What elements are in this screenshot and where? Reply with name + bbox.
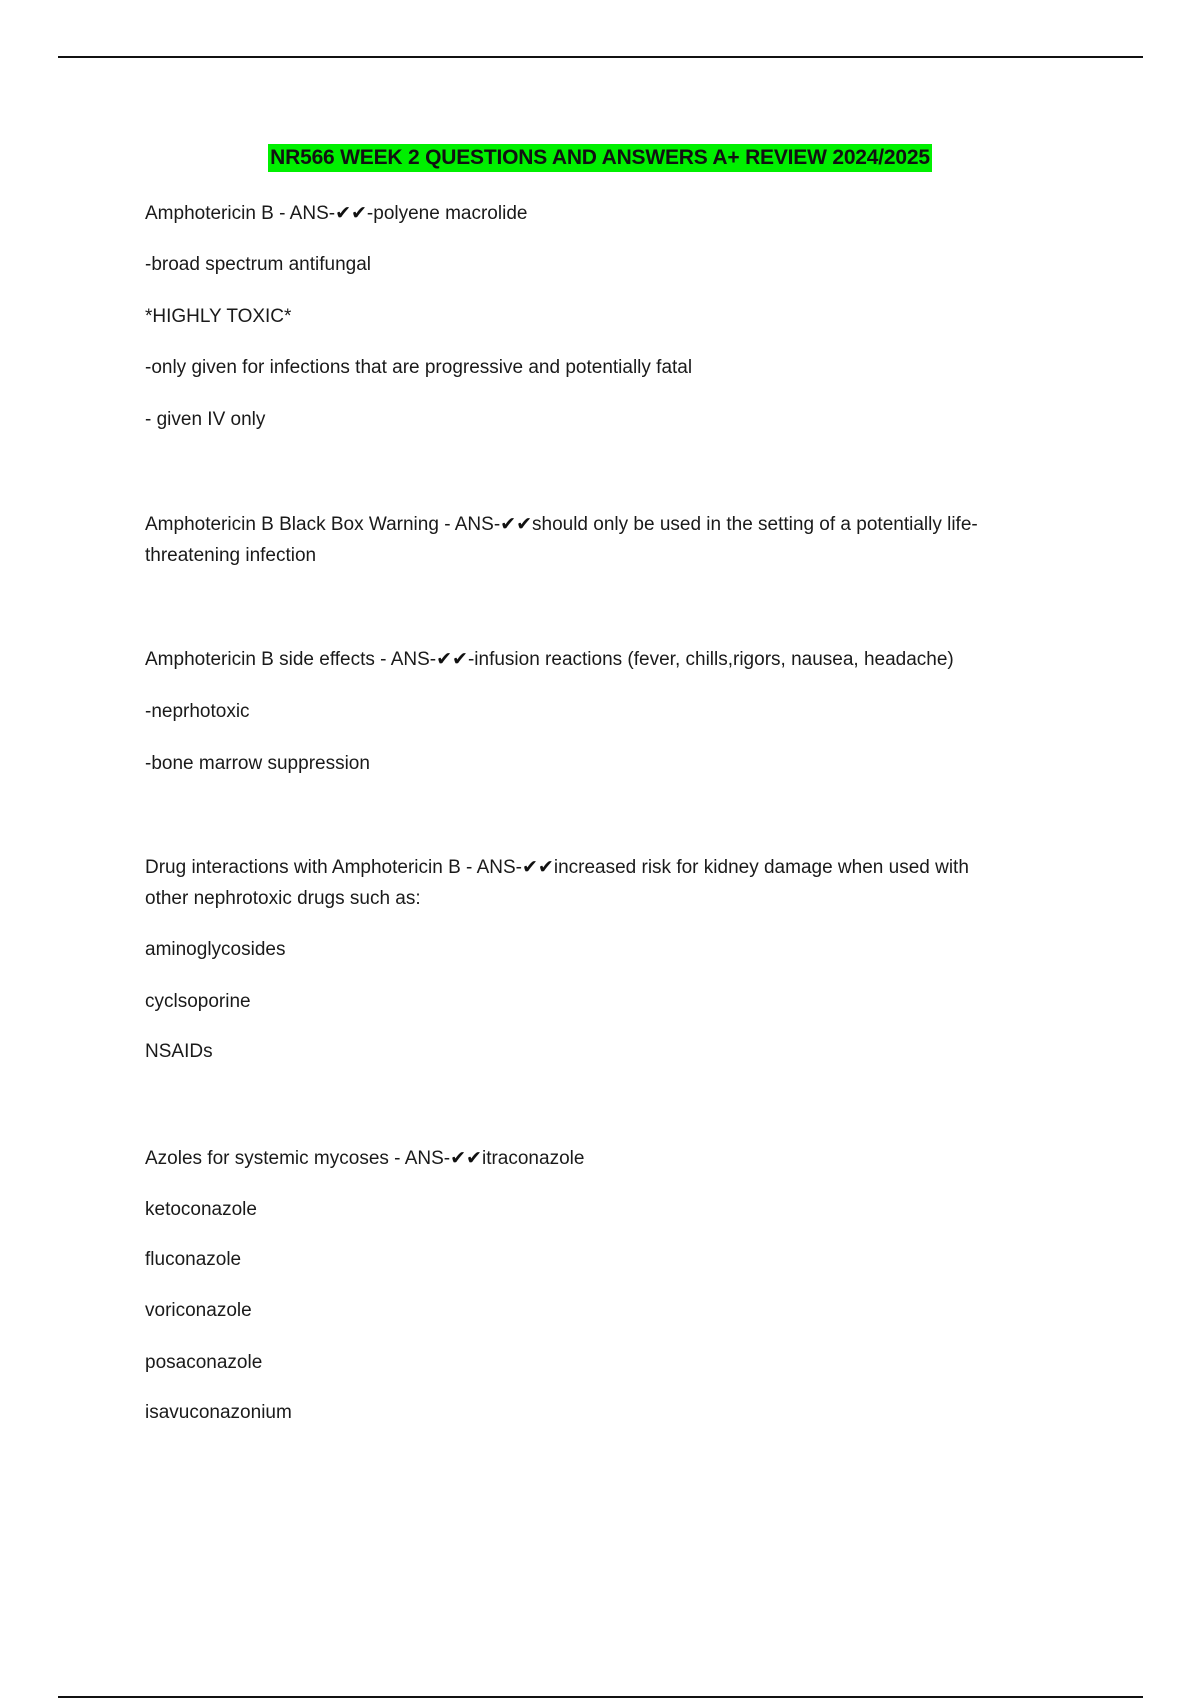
entry-line: *HIGHLY TOXIC*: [145, 306, 292, 327]
checkmark-icon: ✔✔: [500, 513, 532, 535]
entry-line: -bone marrow suppression: [145, 753, 370, 774]
entry-line: cyclsoporine: [145, 991, 251, 1012]
entry-term: Amphotericin B Black Box Warning - ANS-: [145, 514, 501, 535]
entry-line: -broad spectrum antifungal: [145, 254, 372, 275]
entry-amphotericin-b: [145, 201, 527, 226]
entry-side-effects: [145, 647, 954, 672]
entry-term: Amphotericin B side effects - ANS-: [145, 649, 437, 670]
title-container: [0, 144, 1200, 172]
checkmark-icon: ✔✔: [335, 202, 367, 224]
entry-term: Amphotericin B - ANS-: [145, 203, 336, 224]
checkmark-icon: ✔✔: [436, 648, 468, 670]
entry-line: aminoglycosides: [145, 939, 286, 960]
entry-black-box-warning: [145, 512, 978, 537]
entry-line: -only given for infections that are progressive and potentially fatal: [145, 357, 693, 378]
entry-term: Drug interactions with Amphotericin B - ANS-: [145, 857, 522, 878]
checkmark-icon: ✔✔: [450, 1147, 482, 1169]
entry-term: Azoles for systemic mycoses - ANS-: [145, 1148, 451, 1169]
entry-line: isavuconazonium: [145, 1402, 292, 1423]
entry-answer: increased risk for kidney damage when used with: [553, 857, 969, 878]
entry-answer: should only be used in the setting of a potentially life-: [532, 514, 978, 535]
entry-line: NSAIDs: [145, 1041, 213, 1062]
header-rule: [58, 56, 1143, 58]
checkmark-icon: ✔✔: [522, 856, 554, 878]
entry-line: other nephrotoxic drugs such as:: [145, 888, 421, 909]
entry-line: ketoconazole: [145, 1199, 257, 1220]
entry-answer: -infusion reactions (fever, chills,rigors, nausea, headache): [467, 649, 954, 670]
entry-answer: itraconazole: [481, 1148, 585, 1169]
footer-rule: [58, 1696, 1143, 1698]
entry-line: threatening infection: [145, 545, 317, 566]
entry-line: - given IV only: [145, 409, 266, 430]
entry-line: voriconazole: [145, 1300, 252, 1321]
entry-line: posaconazole: [145, 1352, 263, 1373]
document-title: NR566 WEEK 2 QUESTIONS AND ANSWERS A+ REVIEW 2024/2025: [268, 144, 932, 172]
entry-answer: -polyene macrolide: [366, 203, 528, 224]
entry-drug-interactions: [145, 855, 969, 880]
entry-line: fluconazole: [145, 1249, 242, 1270]
entry-line: -neprhotoxic: [145, 701, 250, 722]
entry-azoles: [145, 1146, 584, 1171]
